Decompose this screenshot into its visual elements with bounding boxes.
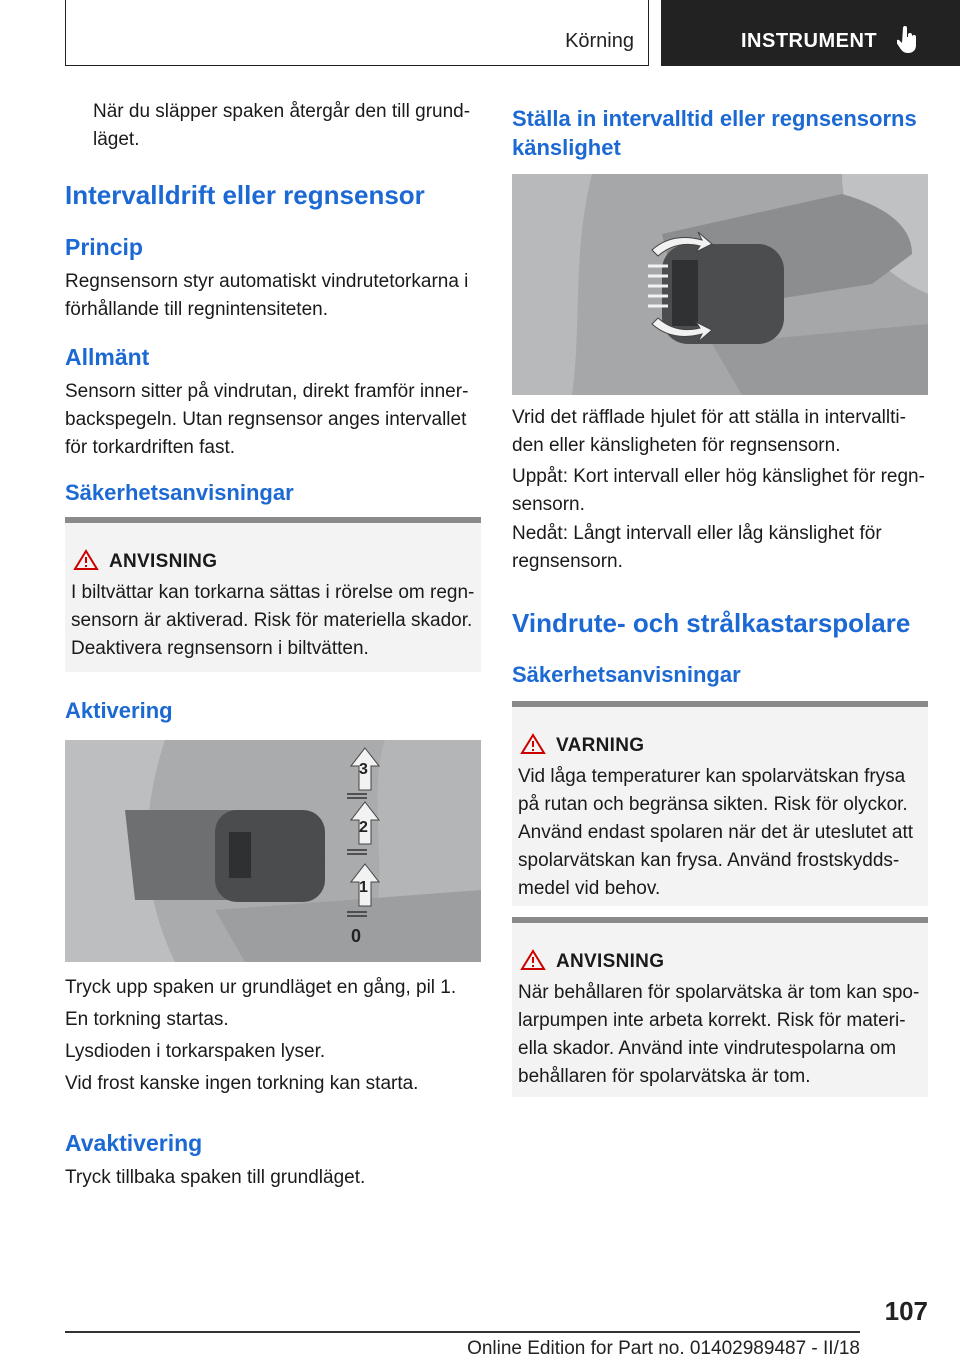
heading-interval: Intervalldrift eller regnsensor [65, 180, 425, 210]
paragraph-nedat: Nedåt: Långt intervall eller låg känslighet för regnsensorn. [512, 523, 882, 572]
paragraph-princip: Regnsensorn styr automatiskt vindrutetorkarna i förhållande till regnintensiteten. [65, 271, 469, 320]
hand-pointer-icon [897, 26, 919, 54]
warning-box [512, 701, 928, 906]
heading-stalla: Ställa in intervalltid eller regnsensorns känslighet [512, 106, 917, 160]
paragraph-vrid: Vrid det räfflade hjulet för att ställa in intervallti-den eller känsligheten för regnsensorn. [512, 407, 906, 456]
warning-body: Vid låga temperaturer kan spolarvätskan frysa på rutan och begränsa sikten. Risk för olyckor. Använd endast spolaren när det är uteslutet att spolarvätskan kan frysa. Använd frostskydds-medel vid behov. [518, 766, 914, 899]
figure-activation [65, 740, 481, 962]
paragraph-uppat: Uppåt: Kort intervall eller hög känslighet för regn-sensorn. [512, 466, 925, 515]
warning-triangle-icon [520, 733, 546, 755]
notice-title: ANVISNING [109, 551, 218, 572]
notice-title: ANVISNING [556, 951, 665, 972]
warning-title: VARNING [556, 735, 645, 756]
paragraph-activation-3: Lysdioden i torkarspaken lyser. [65, 1041, 326, 1062]
header-section-tab [661, 0, 960, 66]
heading-safety-left: Säkerhetsanvisningar [65, 480, 294, 505]
paragraph-activation-1: Tryck upp spaken ur grundläget en gång, pil 1. [65, 977, 457, 998]
paragraph-activation-4: Vid frost kanske ingen torkning kan starta. [65, 1073, 419, 1094]
heading-avaktivering: Avaktivering [65, 1130, 203, 1156]
paragraph-release: När du släpper spaken återgår den till grund- läget. [93, 101, 471, 150]
fig-label-3: 3 [359, 761, 368, 778]
figure-thumbwheel [512, 174, 928, 395]
paragraph-allmant: Sensorn sitter på vindrutan, direkt framför inner-backspegeln. Utan regnsensor anges intervallet för torkardriften fast. [65, 381, 469, 458]
footer-divider [65, 1331, 860, 1333]
notice-box-left [65, 517, 481, 672]
header-chapter-tab [65, 0, 649, 66]
fig-label-1: 1 [359, 879, 368, 896]
thumbwheel-illustration [512, 174, 928, 395]
heading-spolare: Vindrute- och strålkastarspolare [512, 608, 911, 638]
footer-edition: Online Edition for Part no. 01402989487 - II/18 [467, 1338, 860, 1359]
header-chapter: Körning [565, 30, 634, 52]
notice-body: I biltvättar kan torkarna sättas i rörelse om regn-sensorn är aktiverad. Risk för materiella skador. Deaktivera regnsensorn i biltvätten. [71, 582, 475, 659]
fig-label-0: 0 [351, 926, 362, 946]
heading-allmant: Allmänt [65, 344, 150, 370]
header-section: INSTRUMENT [741, 30, 878, 52]
wiper-stalk-illustration [65, 740, 481, 962]
heading-aktivering: Aktivering [65, 698, 173, 723]
page-number: 107 [884, 1296, 928, 1326]
fig-label-2: 2 [359, 819, 368, 836]
heading-princip: Princip [65, 234, 143, 260]
heading-safety-right: Säkerhetsanvisningar [512, 662, 741, 687]
paragraph-avaktivering: Tryck tillbaka spaken till grundläget. [65, 1167, 366, 1188]
paragraph-activation-2: En torkning startas. [65, 1009, 229, 1030]
notice-body: När behållaren för spolarvätska är tom kan spo-larpumpen inte arbeta korrekt. Risk för materi-ella skador. Använd inte vindrutespolarna om behållaren för spolarvätska är tom. [518, 982, 920, 1087]
warning-triangle-icon [73, 549, 99, 571]
notice-box-right [512, 917, 928, 1097]
warning-triangle-icon [520, 949, 546, 971]
